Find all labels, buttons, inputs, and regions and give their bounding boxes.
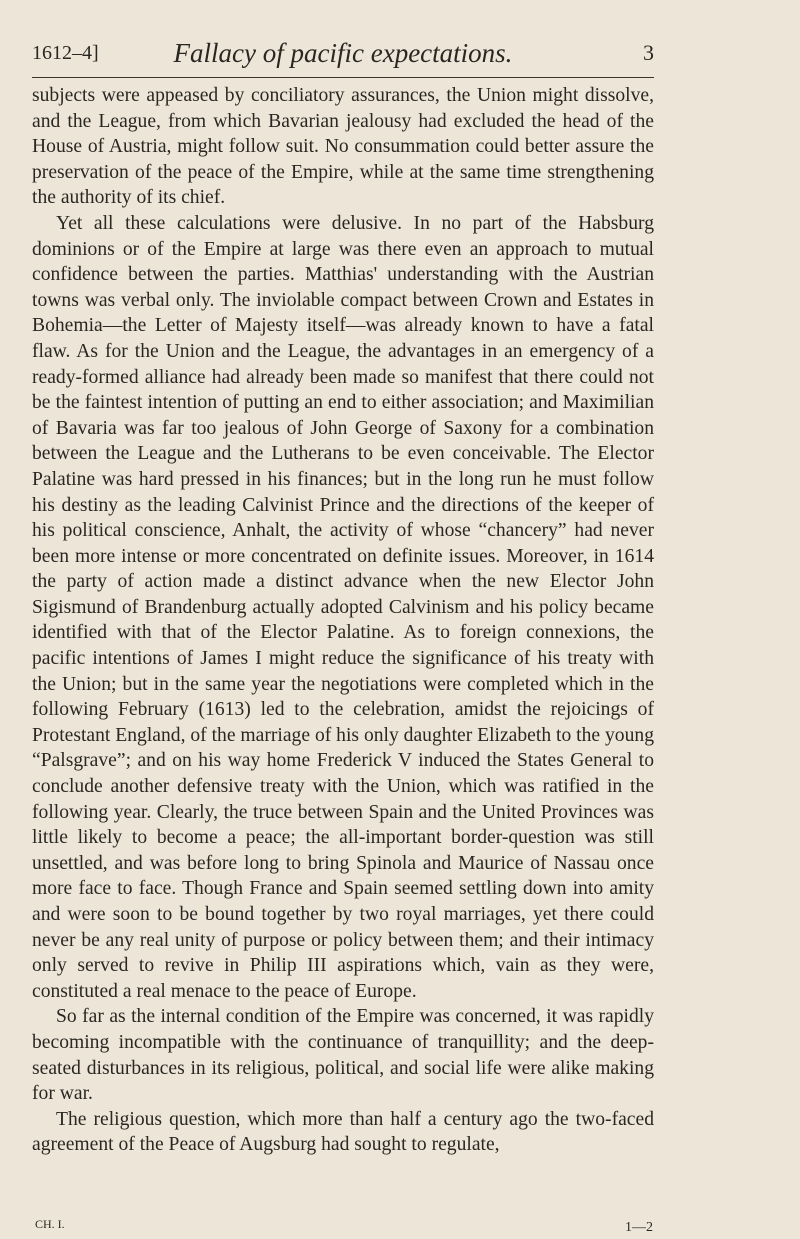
- header-date-range: 1612–4]: [32, 42, 99, 64]
- paragraph-3: So far as the internal condition of the Empire was concerned, it was rapidly becoming incompatible with the continuance of tranquillity; and the deep-seated disturbances in its religious, political, and social life were alike making for war.: [32, 1006, 654, 1105]
- chapter-signature: CH. I.: [35, 1217, 65, 1231]
- page-number: 3: [643, 40, 654, 65]
- paragraph-4: The religious question, which more than half a century ago the two-faced agreement of the Peace of Augsburg had sought to regulate,: [32, 1108, 654, 1156]
- header-rule: [32, 77, 654, 78]
- running-header: [32, 36, 654, 76]
- footer: [35, 1217, 653, 1237]
- paragraph-2: Yet all these calculations were delusive. In no part of the Habsburg dominions or of the Empire at large was there even an approach to mutual confidence between the parties. Matthias' understanding with the Austrian towns was verbal only. The inviolable compact between Crown and Estates in Bohemia—the Letter of Majesty itself—was already known to have a fatal flaw. As for the Union and the League, the advantages in an emergency of a ready-formed alliance had already been made so manifest that there could not be the faintest intention of putting an end to either association; and Maximilian of Bavaria was far too jealous of John George of Saxony for a combination between the League and the Lutherans to be even conceivable. The Elector Palatine was hard pressed in his finances; but in the long run he must follow his destiny as the leading Calvinist Prince and the directions of the keeper of his political conscience, Anhalt, the activity of whose “chancery” had never been more intense or more concentrated on definite issues. Moreover, in 1614 the party of action made a distinct advance when the new Elector John Sigismund of Brandenburg actually adopted Calvinism and his policy became identified with that of the Elector Palatine. As to foreign connexions, the pacific intentions of James I might reduce the significance of his treaty with the Union; but in the same year the negotiations were completed which in the following February (1613) led to the celebration, amidst the rejoicings of Protestant England, of the marriage of his only daughter Elizabeth to the young “Palsgrave”; and on his way home Frederick V induced the States General to conclude another defensive treaty with the Union, which was ratified in the following year. Clearly, the truce between Spain and the United Provinces was little likely to become a peace; the all-important border-question was still unsettled, and was before long to bring Spinola and Maurice of Nassau once more face to face. Though France and Spain seemed settling down into amity and were soon to be bound together by two royal marriages, yet there could never be any real unity of purpose or policy between them; and their intimacy only served to revive in Philip III aspirations which, vain as they were, constituted a real menace to the peace of Europe.: [32, 212, 654, 1002]
- body-text: [32, 83, 654, 1158]
- sheet-signature: 1—2: [625, 1220, 653, 1235]
- paragraph-1: subjects were appeased by conciliatory assurances, the Union might dissolve, and the League, from which Bavarian jealousy had excluded the head of the House of Austria, might follow suit. No consummation could better assure the preservation of the peace of the Empire, while at the same time strengthening the authority of its chief.: [32, 85, 654, 209]
- running-title: Fallacy of pacific expectations.: [173, 38, 513, 68]
